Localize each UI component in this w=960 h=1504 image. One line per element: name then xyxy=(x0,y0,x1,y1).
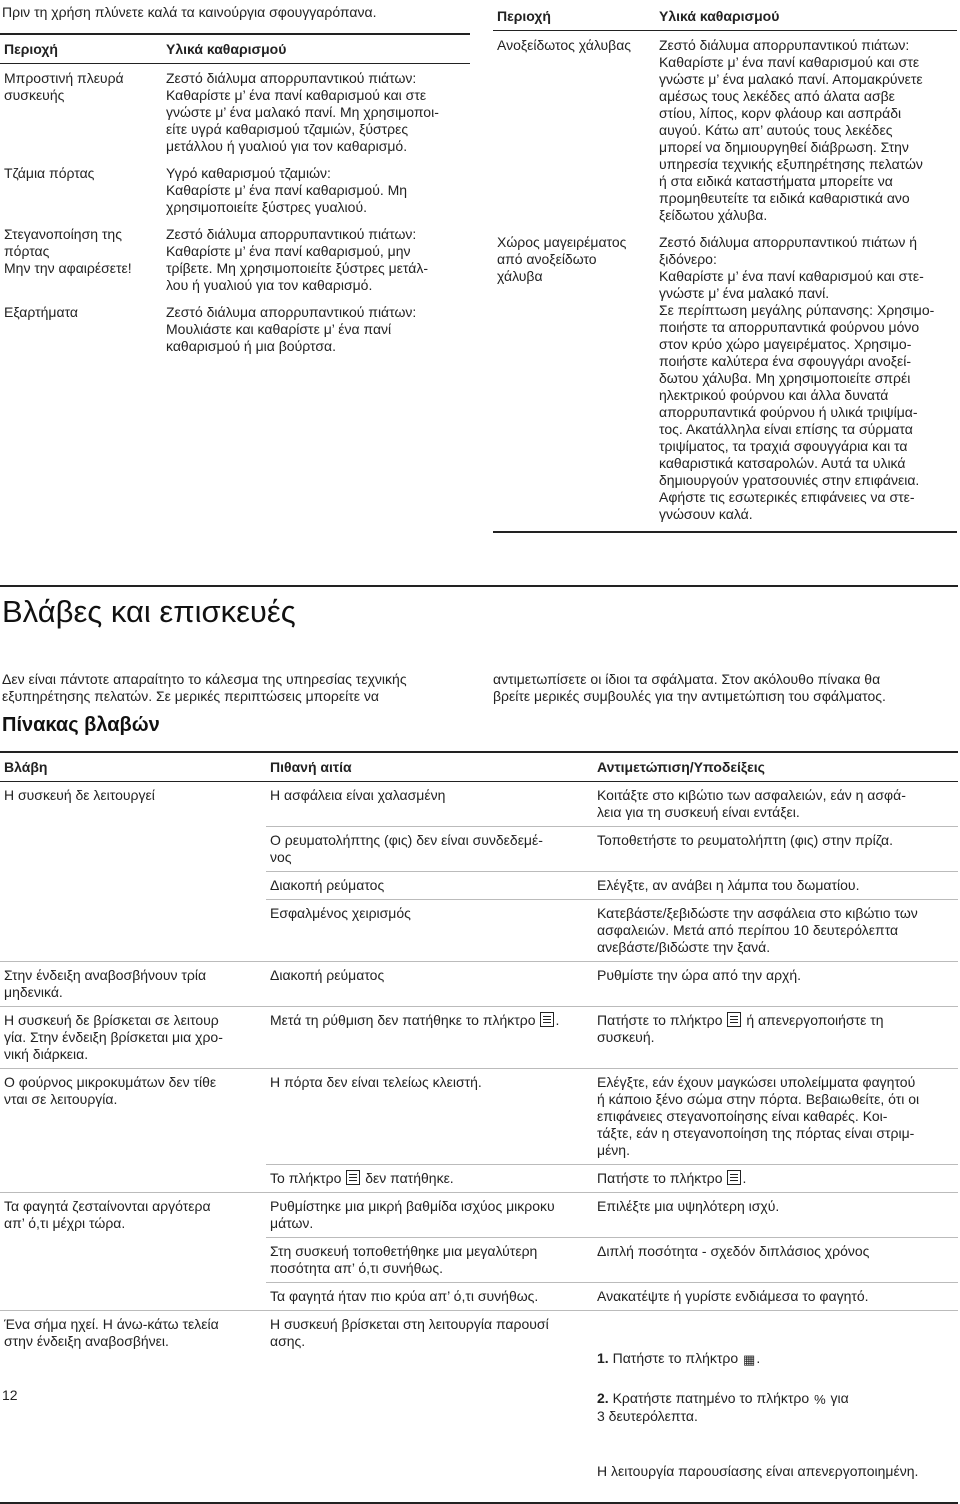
area-cell: Μπροστινή πλευρά συσκευής xyxy=(4,70,124,103)
material-cell: Υγρό καθαρισμού τζαμιών: Καθαρίστε μ’ ένα πανί καθαρισμού. Μη χρησιμοποιείτε ξύστρες γυαλιού. xyxy=(166,165,408,215)
step-item xyxy=(597,1350,954,1368)
remedy-text: Πατήστε το πλήκτρο xyxy=(597,1012,727,1028)
col-header-cause: Πιθανή αιτία xyxy=(266,752,593,782)
step-number: 1. xyxy=(597,1350,609,1366)
cause-text-end: δεν πατήθηκε. xyxy=(361,1170,454,1186)
area-cell: Ανοξείδωτος χάλυβας xyxy=(497,37,632,53)
table-row xyxy=(0,1007,958,1069)
cause-cell xyxy=(266,1007,593,1069)
fault-cell xyxy=(0,1165,266,1193)
material-cell: Ζεστό διάλυμα απορρυπαντικού πιάτων: Καθαρίστε μ’ ένα πανί καθαρισμού και στε γνώστε μ’ ένα μαλακό πανί. Μη χρησιμοποι- είτε υγρά καθαρισμού τζαμιών, ξύστρες μετάλλου ή γυαλιού για τον καθαρισμό. xyxy=(166,70,439,154)
cause-cell xyxy=(266,1165,593,1193)
table-row xyxy=(0,220,470,298)
cause-cell: Η ασφάλεια είναι χαλασμένη xyxy=(270,787,446,803)
area-cell: Στεγανοποίηση της πόρτας Μην την αφαιρέσετε! xyxy=(4,226,132,276)
fault-cell: Η συσκευή δε λειτουργεί xyxy=(4,787,155,803)
section-title: Βλάβες και επισκευές xyxy=(2,594,296,629)
area-cell: Εξαρτήματα xyxy=(4,304,78,320)
fault-cell xyxy=(0,1238,266,1283)
fault-cell: Τα φαγητά ζεσταίνονται αργότερα απ’ ό,τι μέχρι τώρα. xyxy=(0,1193,266,1238)
start-stop-key-icon xyxy=(727,1170,741,1185)
step-number: 2. xyxy=(597,1390,609,1406)
fault-table-title: Πίνακας βλαβών xyxy=(2,714,160,736)
area-cell: Τζάμια πόρτας xyxy=(4,165,95,181)
start-stop-key-icon xyxy=(540,1012,554,1027)
col-header-area: Περιοχή xyxy=(0,34,162,64)
col-header-fault: Βλάβη xyxy=(0,752,266,782)
cause-cell: Ρυθμίστηκε μια μικρή βαθμίδα ισχύος μικροκυ μάτων. xyxy=(266,1193,593,1238)
step-item xyxy=(597,1390,954,1425)
step-text-end: . xyxy=(756,1350,761,1366)
material-cell: Ζεστό διάλυμα απορρυπαντικού πιάτων: Καθαρίστε μ’ ένα πανί καθαρισμού και στε γνώστε μ’ ένα μαλακό πανί. Απομακρύνετε αμέσως τους λεκέδες από άλατα ασβε στίου, λίπος, κορν φλάουρ και ασπράδι αυγού. Κάτω απ’ αυτούς τους λεκέδες μπορεί να δημιουργηθεί διάβρωση. Στην υπηρεσία τεχνικής εξυπηρέτησης πελατών ή στα ειδικά καταστήματα μπορείτε να προμηθευτείτε τα ειδικά καθαριστικά ανο ξείδωτου χάλυβα. xyxy=(659,37,923,223)
remedy-cell: Ελέγξτε, αν ανάβει η λάμπα του δωματίου. xyxy=(593,872,958,900)
table-row xyxy=(493,31,957,229)
cleaning-table-left xyxy=(0,33,470,359)
remedy-cell: Ρυθμίστε την ώρα από την αρχή. xyxy=(593,962,958,1007)
table-row xyxy=(0,1165,958,1193)
remedy-cell xyxy=(593,1311,958,1503)
table-row xyxy=(0,872,958,900)
start-stop-key-icon xyxy=(727,1012,741,1027)
col-header-remedy: Αντιμετώπιση/Υποδείξεις xyxy=(593,752,958,782)
cause-cell: Διακοπή ρεύματος xyxy=(266,962,593,1007)
area-cell: Χώρος μαγειρέματος από ανοξείδωτο χάλυβα xyxy=(497,234,627,284)
step-text-end: για 3 δευτερόλεπτα. xyxy=(597,1390,849,1424)
material-cell: Ζεστό διάλυμα απορρυπαντικού πιάτων ή ξιδόνερο: Καθαρίστε μ’ ένα πανί καθαρισμού και στε- γνώστε μ’ ένα μαλακό πανί. Σε περίπτωση μεγάλης ρύπανσης: Χρησιμο- ποιήστε τα απορρυπαντικά φούρνου μόνο στον κρύο χώρο μαγειρέματος. Χρησιμο- ποιήστε καλύτερα ένα σφουγγάρι ανοξεί- δωτου χάλυβα. Μη χρησιμοποιείτε σπρέι ηλεκτρικού φούρνου και άλλα δυνατά απορρυπαντικά φούρνου ή υλικά τριψίμα- τος. Ακατάλληλα είναι επίσης τα σύρματα τριψίματος, τα τραχιά σφουγγάρια και τα καθαριστικά κατσαρολών. Αυτά τα υλικά δημιουργούν γρατσουνιές στην επιφάνεια. Αφήστε τις εσωτερικές επιφάνειες να στε- γνώσουν καλά. xyxy=(659,234,935,522)
table-row xyxy=(0,298,470,359)
table-row xyxy=(0,1283,958,1311)
cause-cell: Εσφαλμένος χειρισμός xyxy=(266,900,593,962)
material-cell: Ζεστό διάλυμα απορρυπαντικού πιάτων: Μουλιάστε και καθαρίστε μ’ ένα πανί καθαρισμού ή μια βούρτσα. xyxy=(166,304,417,354)
cause-cell: Η πόρτα δεν είναι τελείως κλειστή. xyxy=(266,1069,593,1165)
table-row xyxy=(0,1238,958,1283)
fault-cell xyxy=(0,827,266,872)
cleaning-table-right xyxy=(493,2,957,533)
intro-note: Πριν τη χρήση πλύνετε καλά τα καινούργια σφουγγαρόπανα. xyxy=(2,4,377,20)
remedy-cell: Επιλέξτε μια υψηλότερη ισχύ. xyxy=(593,1193,958,1238)
fault-cell: Η συσκευή δε βρίσκεται σε λειτουρ γία. Στην ένδειξη βρίσκεται μια χρο- νική διάρκεια. xyxy=(0,1007,266,1069)
fault-cell xyxy=(0,872,266,900)
remedy-cell: Κοιτάξτε στο κιβώτιο των ασφαλειών, εάν η ασφά- λεια για τη συσκευή είναι εντάξει. xyxy=(597,787,906,820)
section-intro-left: Δεν είναι πάντοτε απαραίτητο το κάλεσμα της υπηρεσίας τεχνικής εξυπηρέτησης πελατών. Σε μερικές περιπτώσεις μπορείτε να xyxy=(2,671,407,704)
remedy-cell: Ανακατέψτε ή γυρίστε ενδιάμεσα το φαγητό. xyxy=(593,1283,958,1311)
cause-cell: Διακοπή ρεύματος xyxy=(266,872,593,900)
cause-text: Μετά τη ρύθμιση δεν πατήθηκε το πλήκτρο xyxy=(270,1012,540,1028)
remedy-cell: Ελέγξτε, εάν έχουν μαγκώσει υπολείμματα φαγητού ή κάποιο ξένο σώμα στην πόρτα. Βεβαιωθείτε, ότι οι επιφάνειες στεγανοποίησης είναι καθαρές. Κοι- τάξτε, εάν η στεγανοποίηση της πόρτας είναι στριμ- μένη. xyxy=(593,1069,958,1165)
section-divider xyxy=(0,585,958,587)
col-header-material: Υλικά καθαρισμού xyxy=(162,34,470,64)
table-row xyxy=(0,159,470,220)
remedy-text-end: ή απενεργοποιήστε τη συσκευή. xyxy=(597,1012,884,1045)
display-key-icon: ▦ xyxy=(743,1352,756,1367)
page-number: 12 xyxy=(2,1387,18,1403)
remedy-steps xyxy=(597,1333,954,1442)
cause-text-end: . xyxy=(555,1012,560,1028)
material-cell: Ζεστό διάλυμα απορρυπαντικού πιάτων: Καθαρίστε μ’ ένα πανί καθαρισμού, μην τρίβετε. Μη χρησιμοποιείτε ξύστρες μετάλ- λου ή γυαλιού για τον καθαρισμό. xyxy=(166,226,428,293)
cause-text: Το πλήκτρο xyxy=(270,1170,346,1186)
table-row xyxy=(0,827,958,872)
remedy-cell: Διπλή ποσότητα - σχεδόν διπλάσιος χρόνος xyxy=(593,1238,958,1283)
cause-cell: Η συσκευή βρίσκεται στη λειτουργία παρουσί ασης. xyxy=(266,1311,593,1503)
table-row xyxy=(493,228,957,527)
remedy-cell xyxy=(593,1007,958,1069)
step-text: Πατήστε το πλήκτρο xyxy=(612,1350,743,1366)
cause-cell: Στη συσκευή τοποθετήθηκε μια μεγαλύτερη ποσότητα απ’ ό,τι συνήθως. xyxy=(266,1238,593,1283)
table-row xyxy=(0,962,958,1007)
section-intro-right: αντιμετωπίσετε οι ίδιοι τα σφάλματα. Στον ακόλουθο πίνακα θα βρείτε μερικές συμβουλές για την αντιμετώπιση του σφάλματος. xyxy=(493,671,886,704)
table-row xyxy=(0,1069,958,1165)
table-row xyxy=(0,900,958,962)
remedy-cell: Κατεβάστε/ξεβιδώστε την ασφάλεια στο κιβώτιο των ασφαλειών. Μετά από περίπου 10 δευτερόλεπτα ανεβάστε/βιδώστε την ξανά. xyxy=(593,900,958,962)
remedy-text: Πατήστε το πλήκτρο xyxy=(597,1170,727,1186)
col-header-material: Υλικά καθαρισμού xyxy=(655,2,957,31)
table-row xyxy=(0,64,470,160)
fault-table xyxy=(0,751,958,1504)
cause-cell: Ο ρευματολήπτης (φις) δεν είναι συνδεδεμέ- νος xyxy=(266,827,593,872)
remedy-cell xyxy=(593,1165,958,1193)
table-row xyxy=(0,1311,958,1503)
cause-cell: Τα φαγητά ήταν πιο κρύα απ’ ό,τι συνήθως. xyxy=(266,1283,593,1311)
fault-cell: Ένα σήμα ηχεί. Η άνω-κάτω τελεία στην ένδειξη αναβοσβήνει. xyxy=(0,1311,266,1503)
fault-cell: Στην ένδειξη αναβοσβήνουν τρία μηδενικά. xyxy=(0,962,266,1007)
percent-key-icon: % xyxy=(814,1392,826,1407)
step-text: Κρατήστε πατημένο το πλήκτρο xyxy=(612,1390,814,1406)
remedy-cell: Τοποθετήστε το ρευματολήπτη (φις) στην πρίζα. xyxy=(593,827,958,872)
col-header-area: Περιοχή xyxy=(493,2,655,31)
table-row xyxy=(0,782,958,827)
fault-cell xyxy=(0,1283,266,1311)
remedy-result: Η λειτουργία παρουσίασης είναι απενεργοποιημένη. xyxy=(597,1463,919,1479)
fault-cell: Ο φούρνος μικροκυμάτων δεν τίθε νται σε λειτουργία. xyxy=(0,1069,266,1165)
fault-cell xyxy=(0,900,266,962)
table-row xyxy=(0,1193,958,1238)
start-stop-key-icon xyxy=(346,1170,360,1185)
remedy-text-end: . xyxy=(742,1170,747,1186)
